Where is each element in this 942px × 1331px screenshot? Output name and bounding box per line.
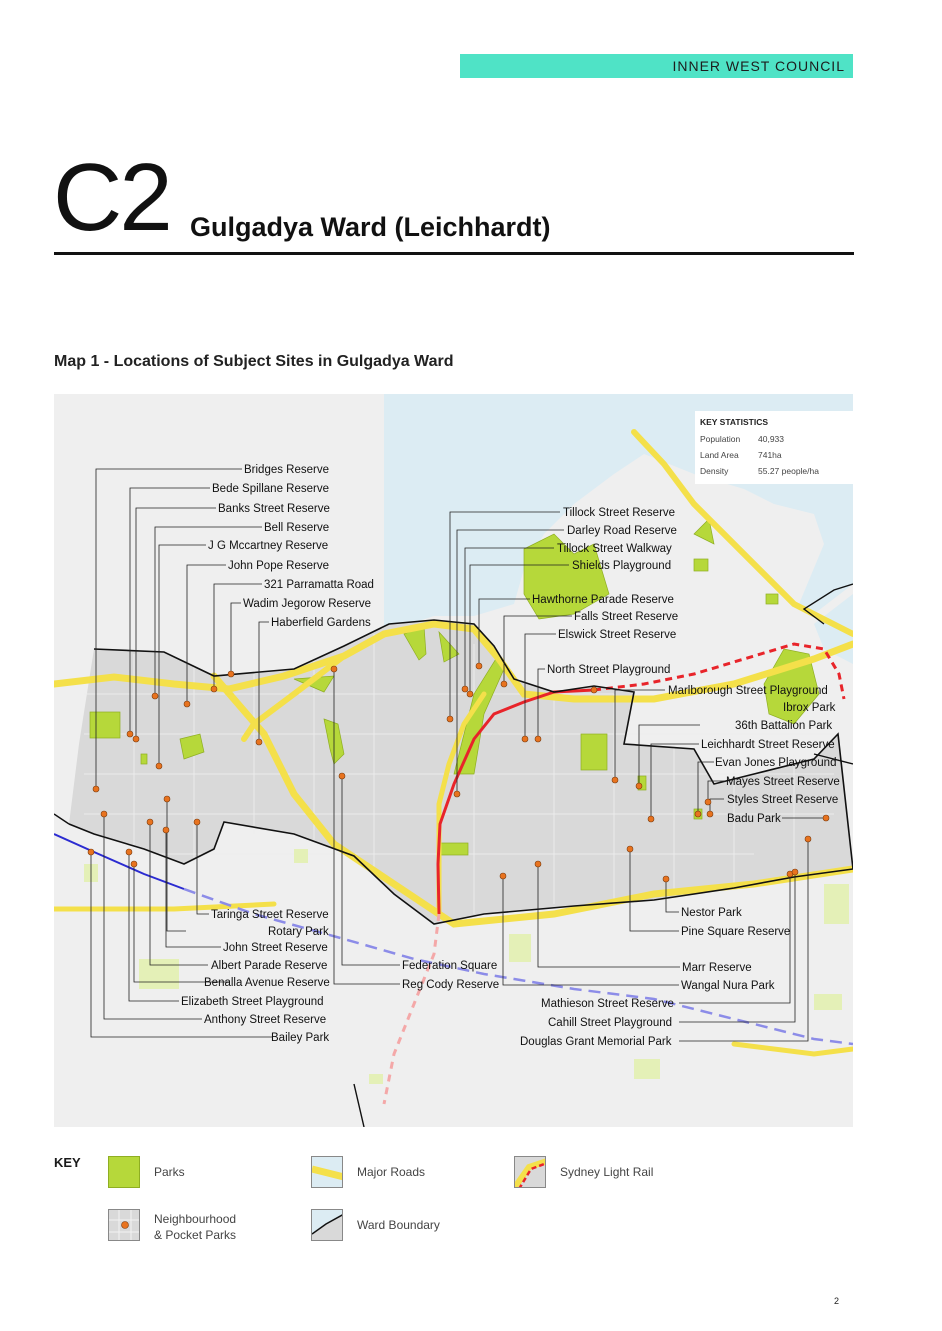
label-wadim-jegorow-reserve: Wadim Jegorow Reserve [243, 598, 372, 610]
council-banner [460, 54, 853, 78]
label-elizabeth-street-playground: Elizabeth Street Playground [181, 996, 324, 1008]
legend-parks-label: Parks [154, 1165, 185, 1179]
label-north-street-playground: North Street Playground [547, 664, 671, 676]
label-albert-parade-reserve: Albert Parade Reserve [211, 960, 328, 972]
stat-value: 741ha [758, 450, 782, 460]
label-anthony-street-reserve: Anthony Street Reserve [204, 1014, 327, 1026]
legend-pocket-parks-swatch [108, 1209, 140, 1241]
label-federation-square: Federation Square [402, 960, 498, 972]
label-badu-park: Badu Park [727, 813, 781, 825]
label-36th-battalion-park: 36th Battalion Park [735, 720, 833, 732]
stat-row [700, 447, 853, 463]
label-mathieson-street-reserve: Mathieson Street Reserve [541, 998, 674, 1010]
legend-light-rail-swatch [514, 1156, 546, 1188]
label-pine-square-reserve: Pine Square Reserve [681, 926, 791, 938]
label-reg-cody-reserve: Reg Cody Reserve [402, 979, 500, 991]
section-title: Gulgadya Ward (Leichhardt) [190, 212, 551, 242]
stat-label: Density [700, 466, 729, 476]
label-rotary-park: Rotary Park [268, 926, 329, 938]
label-hawthorne-parade-reserve: Hawthorne Parade Reserve [532, 594, 674, 606]
stat-row [700, 431, 853, 447]
label-john-pope-reserve: John Pope Reserve [228, 560, 330, 572]
label-falls-street-reserve: Falls Street Reserve [574, 611, 679, 623]
label-taringa-street-reserve: Taringa Street Reserve [211, 909, 329, 921]
page-number: 2 [834, 1296, 840, 1306]
council-name: INNER WEST COUNCIL [672, 58, 845, 74]
legend-ward-boundary-label: Ward Boundary [357, 1218, 440, 1232]
label-nestor-park: Nestor Park [681, 907, 742, 919]
ward-map [54, 394, 853, 1127]
section-code: C2 [53, 144, 170, 251]
label-shields-playground: Shields Playground [572, 560, 672, 572]
stat-label: Population [700, 434, 741, 444]
stat-row [700, 463, 853, 479]
key-statistics-panel [695, 411, 853, 484]
label-elswick-street-reserve: Elswick Street Reserve [558, 629, 677, 641]
label-leichhardt-street-reserve: Leichhardt Street Reserve [701, 739, 835, 751]
title-divider [54, 252, 854, 255]
label-mayes-street-reserve: Mayes Street Reserve [726, 776, 840, 788]
label-marr-reserve: Marr Reserve [682, 962, 752, 974]
legend-parks-swatch [108, 1156, 140, 1188]
label-evan-jones-playground: Evan Jones Playground [715, 757, 837, 769]
map-canvas [54, 394, 853, 1127]
label-banks-street-reserve: Banks Street Reserve [218, 503, 330, 515]
label-darley-road-reserve: Darley Road Reserve [567, 525, 677, 537]
label-bell-reserve: Bell Reserve [264, 522, 330, 534]
label-tillock-street-reserve: Tillock Street Reserve [563, 507, 676, 519]
legend-pocket-parks-label: Neighbourhood & Pocket Parks [154, 1212, 237, 1242]
label-benalla-avenue-reserve: Benalla Avenue Reserve [204, 977, 330, 989]
legend-ward-boundary-swatch [311, 1209, 343, 1241]
label-haberfield-gardens: Haberfield Gardens [271, 617, 371, 629]
legend-major-roads-swatch [311, 1156, 343, 1188]
key-statistics-title: KEY STATISTICS [700, 417, 769, 427]
label-marlborough-street-playground: Marlborough Street Playground [668, 685, 828, 697]
legend-light-rail-label: Sydney Light Rail [560, 1165, 654, 1179]
label-321-parramatta-road: 321 Parramatta Road [264, 579, 374, 591]
label-cahill-street-playground: Cahill Street Playground [548, 1017, 673, 1029]
label-ibrox-park: Ibrox Park [783, 702, 836, 714]
label-tillock-street-walkway: Tillock Street Walkway [557, 543, 672, 555]
stat-value: 40,933 [758, 434, 784, 444]
label-bede-spillane-reserve: Bede Spillane Reserve [212, 483, 329, 495]
stat-value: 55.27 people/ha [758, 466, 819, 476]
label-jg-mccartney-reserve: J G Mccartney Reserve [208, 540, 329, 552]
label-john-street-reserve: John Street Reserve [223, 942, 328, 954]
legend-major-roads-label: Major Roads [357, 1165, 426, 1179]
map-heading: Map 1 - Locations of Subject Sites in Gulgadya Ward [54, 353, 454, 370]
stat-label: Land Area [700, 450, 739, 460]
label-styles-street-reserve: Styles Street Reserve [727, 794, 839, 806]
label-wangal-nura-park: Wangal Nura Park [681, 980, 775, 992]
legend-title: KEY [54, 1155, 81, 1170]
label-bridges-reserve: Bridges Reserve [244, 464, 330, 476]
label-douglas-grant-memorial-park: Douglas Grant Memorial Park [520, 1036, 672, 1048]
label-bailey-park: Bailey Park [271, 1032, 330, 1044]
